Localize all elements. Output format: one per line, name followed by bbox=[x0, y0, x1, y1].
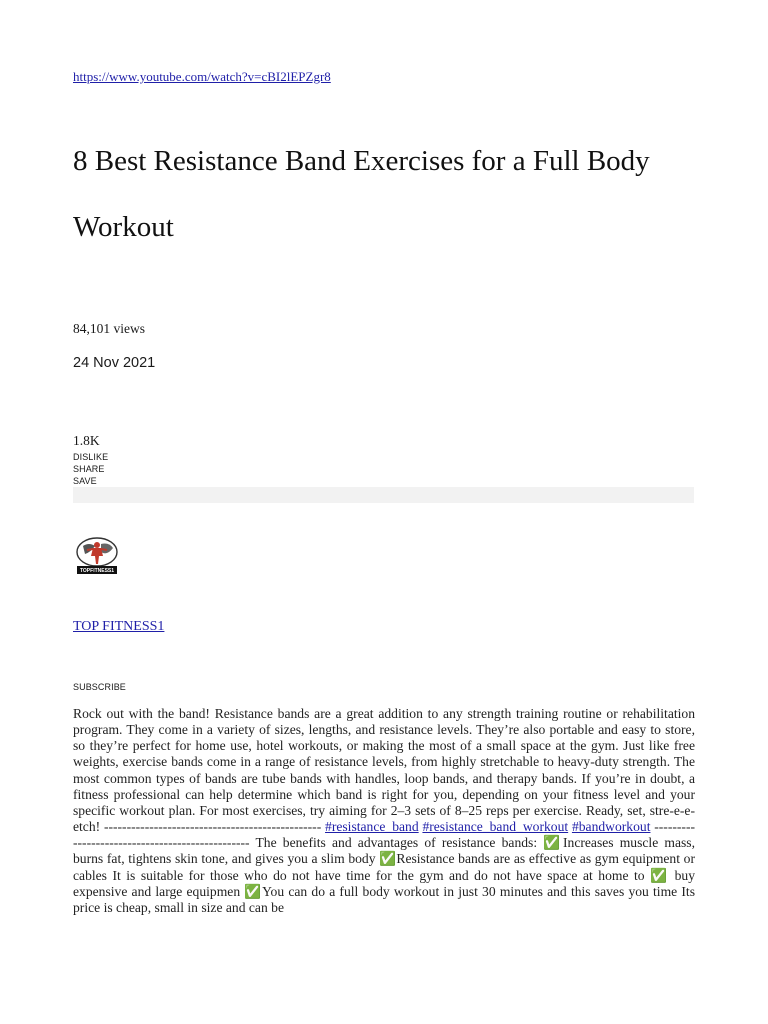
hashtag-link[interactable]: #bandworkout bbox=[571, 819, 651, 835]
divider-dashes: ------------------------------------------------ bbox=[103, 819, 322, 835]
publish-date: 24 Nov 2021 bbox=[73, 355, 156, 371]
channel-avatar[interactable] bbox=[73, 536, 121, 576]
save-button[interactable]: SAVE bbox=[73, 476, 97, 486]
video-url-link[interactable]: https://www.youtube.com/watch?v=cBI2lEPZgr8 bbox=[73, 69, 331, 84]
hashtag-link[interactable]: #resistance_band bbox=[325, 819, 419, 835]
share-button[interactable]: SHARE bbox=[73, 464, 105, 474]
logo-text: TOPFITNESS1 bbox=[79, 568, 115, 575]
hashtag-link[interactable]: #resistance_band_workout bbox=[422, 819, 569, 835]
subscribe-button[interactable]: SUBSCRIBE bbox=[73, 682, 126, 692]
divider-dashes: ------------------------------------------------ bbox=[73, 819, 695, 851]
dislike-button[interactable]: DISLIKE bbox=[73, 452, 109, 462]
description-intro: Rock out with the band! Resistance bands are a great addition to any strength training routine or rehabilitation program. They come in a variety of sizes, lengths, and resistance levels. They’re also portable and easy to store, so they’re perfect for home use, hotel workouts, or making the most of a small space at the gym. Just like free weights, exercise bands come in a range of resistance levels, from highly stretchable to heavy-duty strength. The most common types of bands are tube bands with handles, loop bands, and therapy bands. If you’re in doubt, a fitness professional can help determine which band is right for you, depending on your fitness level and your specific workout plan. For most exercises, try aiming for 2–3 sets of 8–25 reps per exercise. Ready, set, stre-e-e-etch! bbox=[73, 706, 695, 835]
view-count: 84,101 views bbox=[73, 321, 145, 336]
video-description bbox=[73, 706, 695, 916]
divider-band bbox=[73, 487, 694, 503]
channel-name-link[interactable]: TOP FITNESS1 bbox=[73, 619, 165, 634]
page-title: 8 Best Resistance Band Exercises for a Full Body Workout bbox=[73, 145, 650, 243]
description-benefits: The benefits and advantages of resistance bands: ✅Increases muscle mass, burns fat, tightens skin tone, and gives you a slim body ✅Resistance bands are as effective as gym equipment or cables It is suitable for those who do not have time for the gym and do not have space at home to ✅ buy expensive and large equipmen ✅You can do a full body workout in just 30 minutes and this saves you time Its price is cheap, small in size and can be bbox=[73, 835, 695, 915]
athlete-head bbox=[94, 542, 100, 548]
like-count[interactable]: 1.8K bbox=[73, 433, 100, 448]
